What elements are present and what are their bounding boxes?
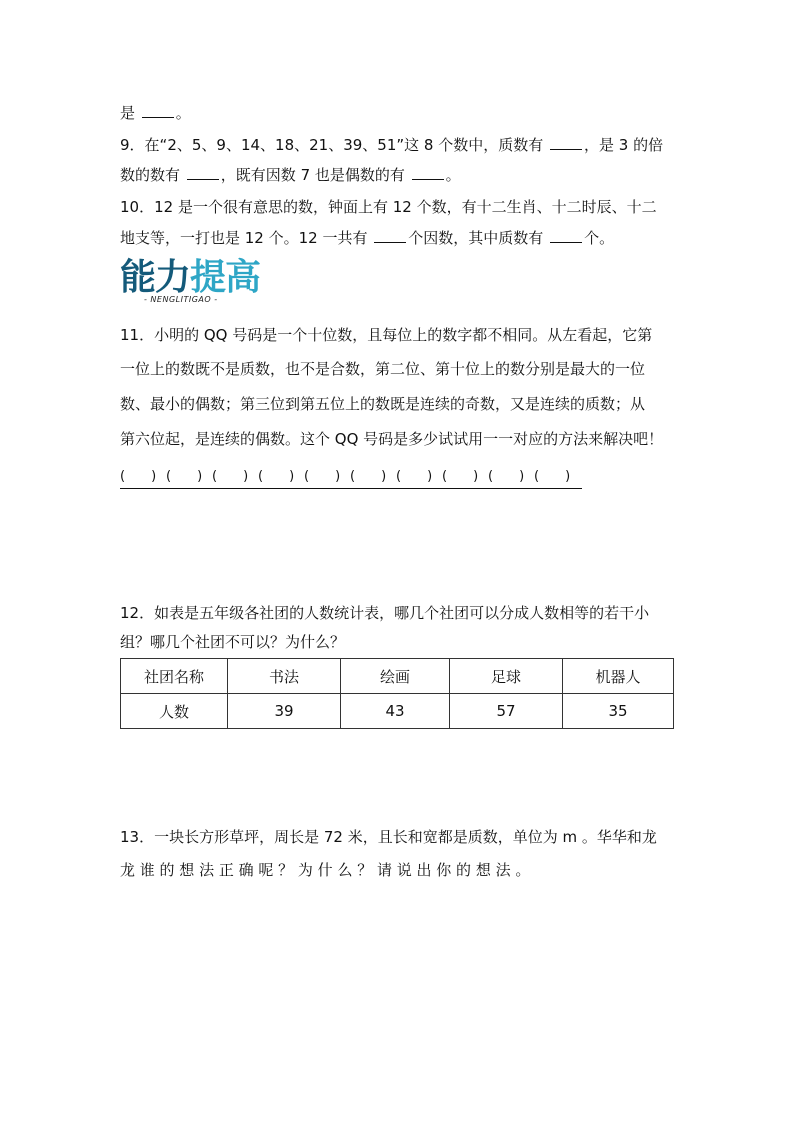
- digit-slot-1[interactable]: ( ): [120, 469, 157, 484]
- q12-line-2: 组？哪几个社团不可以？为什么？: [120, 633, 346, 651]
- q9-text-3: 数的数有: [120, 166, 181, 184]
- q9-factor-7-even-blank[interactable]: [412, 165, 444, 180]
- q11-line-1: 11．小明的 QQ 号码是一个十位数，且每位上的数字都不相同。从左看起，它第: [120, 326, 653, 344]
- digit-slot-9[interactable]: ( ): [488, 469, 525, 484]
- row-cell-painting: 43: [341, 694, 450, 729]
- q10-text-2: 个因数，其中质数有: [408, 229, 544, 247]
- q9-line-2: [120, 165, 461, 185]
- q13-line-2: 龙 谁 的 想 法 正 确 呢 ？ 为 什 么 ？ 请 说 出 你 的 想 法 。: [120, 861, 531, 879]
- digit-slot-2[interactable]: ( ): [166, 469, 203, 484]
- digit-slot-4[interactable]: ( ): [258, 469, 295, 484]
- q9-prime-blank[interactable]: [550, 135, 582, 150]
- section-logo: [120, 258, 270, 308]
- q10-line-2: [120, 228, 614, 248]
- q9-line-1: [120, 135, 663, 155]
- logo-title: [120, 258, 260, 298]
- digit-slot-8[interactable]: ( ): [442, 469, 479, 484]
- q11-line-3: 数、最小的偶数；第三位到第五位上的数既是连续的奇数，又是连续的质数；从: [120, 395, 646, 413]
- digit-slot-7[interactable]: ( ): [396, 469, 433, 484]
- table-row: [121, 694, 674, 729]
- header-cell-painting: 绘画: [341, 659, 450, 694]
- q9-text-1: 9．在“2、5、9、14、18、21、39、51”这 8 个数中，质数有: [120, 136, 544, 154]
- row-cell-calligraphy: 39: [228, 694, 341, 729]
- q11-line-4: 第六位起，是连续的偶数。这个 QQ 号码是多少试试用一一对应的方法来解决吧！: [120, 430, 664, 448]
- q9-text-4: ，既有因数 7 也是偶数的有: [220, 166, 405, 184]
- q10-text-3: 个。: [584, 229, 615, 247]
- q9-text-2: ，是 3 的倍: [584, 136, 664, 154]
- q9-multiple-of-3-blank[interactable]: [187, 165, 219, 180]
- row-cell-label: 人数: [121, 694, 228, 729]
- q10-factor-count-blank[interactable]: [374, 228, 406, 243]
- digit-slot-3[interactable]: ( ): [212, 469, 249, 484]
- header-cell-calligraphy: 书法: [228, 659, 341, 694]
- q10-prime-count-blank[interactable]: [550, 228, 582, 243]
- q8-tail-text: 是: [120, 104, 136, 122]
- q13-line-1: 13．一块长方形草坪，周长是 72 米，且长和宽都是质数，单位为 m 。华华和龙: [120, 828, 657, 846]
- digit-slot-10[interactable]: ( ): [534, 469, 571, 484]
- q12-line-1: 12．如表是五年级各社团的人数统计表，哪几个社团可以分成人数相等的若干小: [120, 604, 650, 622]
- header-cell-name: 社团名称: [121, 659, 228, 694]
- row-cell-football: 57: [450, 694, 563, 729]
- table-header-row: [121, 659, 674, 694]
- club-stats-table: [120, 658, 674, 729]
- logo-subtitle: - NENGLITIGAO -: [144, 295, 218, 304]
- q11-answer-digits: [120, 468, 582, 489]
- q10-text-1: 地支等，一打也是 12 个。12 一共有: [120, 229, 368, 247]
- digit-slot-5[interactable]: ( ): [304, 469, 341, 484]
- q9-text-5: 。: [445, 166, 461, 184]
- q8-tail-line: [120, 103, 191, 123]
- q8-answer-blank[interactable]: [142, 103, 174, 118]
- logo-part-1: 能力: [120, 257, 191, 298]
- q8-end-text: 。: [175, 104, 191, 122]
- row-cell-robot: 35: [563, 694, 674, 729]
- header-cell-robot: 机器人: [563, 659, 674, 694]
- header-cell-football: 足球: [450, 659, 563, 694]
- q10-line-1: 10．12 是一个很有意思的数，钟面上有 12 个数，有十二生肖、十二时辰、十二: [120, 198, 657, 216]
- q11-line-2: 一位上的数既不是质数，也不是合数，第二位、第十位上的数分别是最大的一位: [120, 360, 646, 378]
- logo-part-2: 提高: [190, 257, 261, 298]
- digit-slot-6[interactable]: ( ): [350, 469, 387, 484]
